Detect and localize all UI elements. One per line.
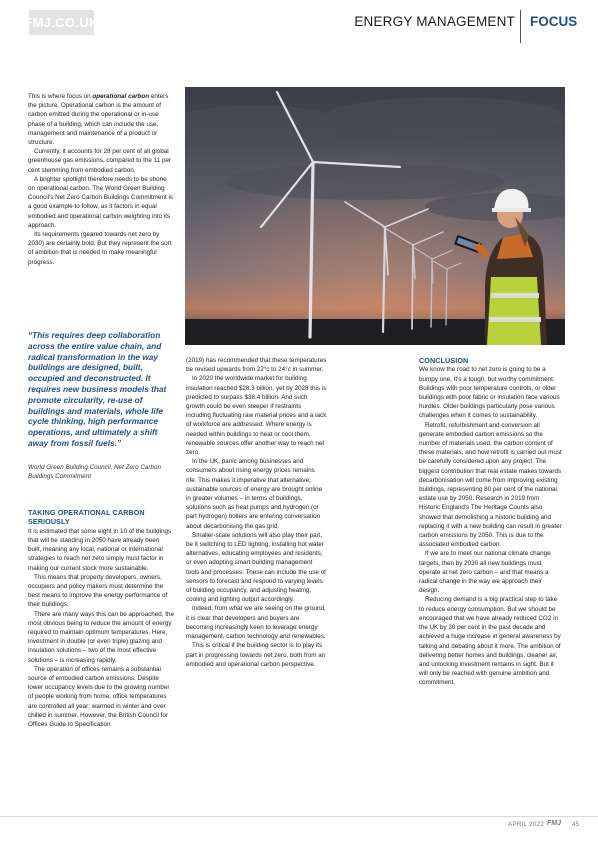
paragraph: This is critical if the building sector is to play its part in progressing towards net zero, both from an embodied and operational carbon perspective.: [186, 642, 326, 668]
paragraph: It is estimated that some eight in 10 of the buildings that will be standing in 2050 have already been built, meaning any local, national or international strategies to reach net zero simply must factor in making our current stock more sustainable.: [28, 527, 172, 572]
paragraph: We know the road to net zero is going to be a bumpy one. It's a tough, but worthy commitment. Buildings with poor temperature controls, or older buildings with poor fabric or insulation face various hurdles. Older buildings particularly pose various challenges when it comes to sustainability.: [419, 366, 560, 420]
paragraph: In the UK, panic among businesses and consumers about rising energy prices remains rife. This makes it imperative that alternative, sustainable sources of energy are brought online in greater volumes – in terms of buildings, solutions such as heat pumps and hydrogen (or part hydrogen) boilers are entering conversation about decarbonising the gas grid.: [186, 458, 323, 530]
column-1-section: [28, 508, 174, 729]
footer-brand: FMJ: [547, 820, 561, 827]
section-heading: TAKING OPERATIONAL CARBON SERIOUSLY: [28, 508, 145, 527]
wind-turbine-illustration: [185, 87, 565, 345]
paragraph: The operation of offices remains a substantial source of embodied carbon emissions. Despite lower occupancy levels due to the growing number of people working from home, office temperatures are controlled all year; warmed in winter and over chilled in summer. However, the British Council for Offices Guide to Specification: [28, 665, 170, 729]
paragraph: (2019) has recommended that these temperatures be revised upwards from 22°c to 24°c in summer.: [186, 357, 327, 374]
paragraph: If we are to meet our national climate change targets, then by 2030 all new buildings must operate at net zero carbon – and that means a radical change in the way we approach their design.: [419, 550, 551, 595]
category-label: FOCUS: [530, 14, 578, 29]
section-heading: CONCLUSION: [419, 356, 469, 365]
section-label: ENERGY MANAGEMENT: [354, 14, 515, 29]
paragraph: Currently, it accounts for 28 per cent of all global greenhouse gas emissions, compared to the 11 per cent stemming from embodied carbon.: [28, 148, 172, 174]
paragraph: This means that property developers, owners, occupiers and policy makers must determine the best means to improve the energy performance of their buildings.: [28, 573, 168, 609]
paragraph: This is where focus on operational carbon enters the picture. Operational carbon is the amount of carbon emitted during the operational or in-use phase of a building, which can include the use, management and maintenance of a product or structure.: [28, 93, 169, 147]
pull-quote-source: World Green Building Council, Net Zero Carbon Buildings Commitment: [28, 464, 161, 481]
pull-quote: “This requires deep collaboration across the entire value chain, and radical transformation in the way buildings are designed, built, occupied and deconstructed. It requires new business models that promote circularity, re-use of buildings and materials, whole life cycle thinking, high performance operations, and ultimately a shift away from fossil fuels.”: [28, 330, 167, 448]
paragraph: Retrofit, refurbishment and conversion all generate embodied carbon emissions so the number of materials used, the carbon content of these materials, and how retrofit is carried out must be carefully considered upon any project. The biggest contribution that real estate makes towards decarbonisation will come from improving existing buildings, representing 80 per cent of the national estate use by 2050. Research in 2019 from Historic England's The Heritage Counts also showed that demolishing a historic building and replacing it with a new building can result in greater carbon emissions by 2050. This is due to the associated embodied carbon.: [419, 421, 562, 549]
paragraph: Smaller-scale solutions will also play their part, be it switching to LED lighting, installing hot water alternatives, educating employees and residents, or even adopting smart building management tools and processes. These can include the use of sensors to forecast and respond to varying levels of building occupancy, and adjusting heating, cooling and lighting output accordingly.: [186, 531, 326, 604]
paragraph: Its requirements (geared towards net zero by 2030) are certainly bold. But they represent the sort of ambition that is needed to make meaningful progress.: [28, 231, 172, 266]
column-2: [186, 356, 327, 669]
column-1-intro: [28, 92, 174, 267]
page-number: 45: [572, 821, 579, 828]
paragraph: A brighter spotlight therefore needs to be shone on operational carbon. The World Green Building Council's Net Zero Carbon Buildings Commitment is a good example to follow, as it factors in equal embodied and operational carbon weighting into its approach.: [28, 175, 174, 229]
issue-date: APRIL 2022: [508, 821, 545, 828]
paragraph: In 2020 the worldwide market for building insulation reached $28.3 billion, yet by 2028 this is predicted to surpass $38.4 billion. And such growth could be even steeper if restraints including fluctuating raw material prices and a lack of workforce are addressed. Where energy is needed within buildings to heat or cool them, renewable sources offer another way to reach net zero.: [186, 375, 327, 457]
site-logo: FMJ.CO.UK: [29, 10, 94, 35]
paragraph: Indeed, from what we are seeing on the ground, it is clear that developers and buyers are becoming increasingly keen to leverage energy management, carbon technology and renewables.: [186, 605, 326, 641]
column-3-conclusion: [419, 356, 562, 688]
header-divider: [520, 10, 521, 43]
wind-turbine-photo: [185, 87, 565, 345]
footer-divider: [0, 816, 598, 817]
paragraph: Reducing demand is a big practical step to take to reduce energy consumption. But we should be encouraged that we have already reduced CO2 in the UK by 30 per cent in the past decade and achieved a huge increase in general awareness by talking and debating about it more. The ambition of delivering better homes and buildings, cleaner air, and unlocking investment remains in sight. But it will only be reached with genuine ambition and commitment.: [419, 596, 561, 687]
paragraph: There are many ways this can be approached, the most obvious being to reduce the amount of energy required to maintain optimum temperatures. Here, investment in double (or even triple) glazing and insulation solutions – two of the most effective solutions – is increasing rapidly.: [28, 610, 175, 664]
